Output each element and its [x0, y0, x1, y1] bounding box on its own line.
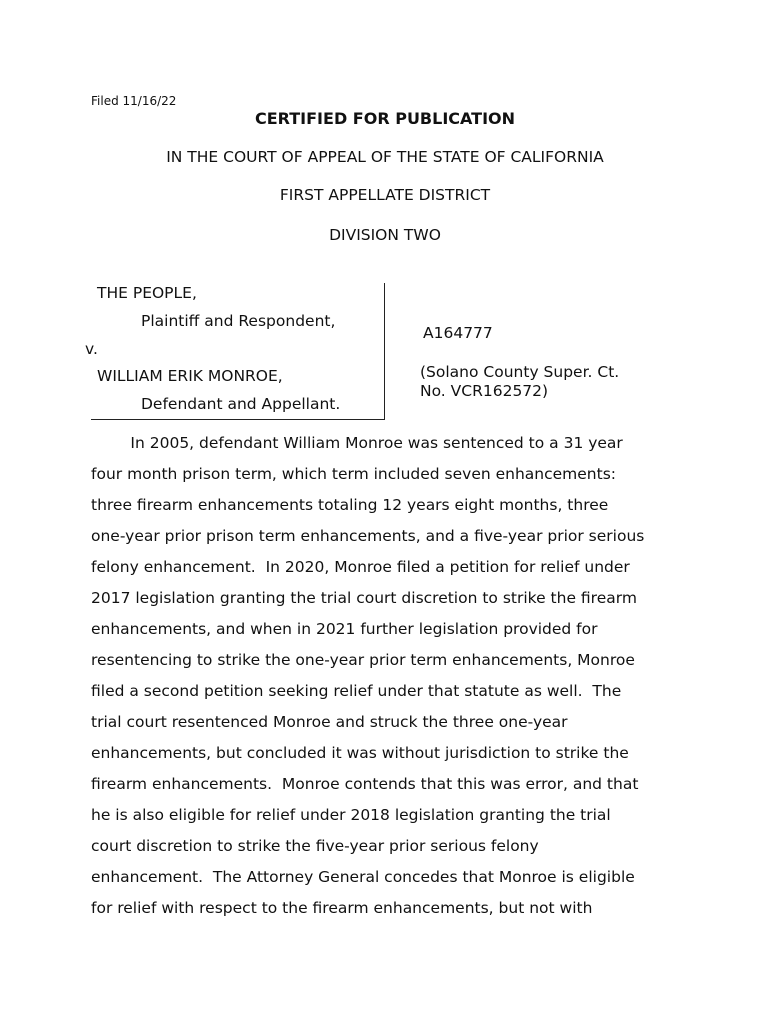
body-line: three firearm enhancements totaling 12 years eight months, three [91, 496, 609, 514]
court-heading: IN THE COURT OF APPEAL OF THE STATE OF CALIFORNIA [166, 148, 604, 166]
opinion-body [91, 428, 691, 924]
body-line: felony enhancement. In 2020, Monroe filed a petition for relief under [91, 558, 630, 576]
body-line: four month prison term, which term included seven enhancements: [91, 465, 617, 483]
body-line: he is also eligible for relief under 2018 legislation granting the trial [91, 806, 611, 824]
body-line: In 2005, defendant William Monroe was sentenced to a 31 year [91, 434, 623, 452]
body-line: filed a second petition seeking relief under that statute as well. The [91, 682, 622, 700]
body-line: enhancements, but concluded it was without jurisdiction to strike the [91, 744, 629, 762]
case-caption-parties [85, 283, 385, 420]
case-number: A164777 [423, 324, 493, 342]
body-line: firearm enhancements. Monroe contends that this was error, and that [91, 775, 639, 793]
division-heading: DIVISION TWO [329, 226, 441, 244]
versus-label: v. [85, 340, 98, 358]
certified-heading: CERTIFIED FOR PUBLICATION [254, 109, 516, 128]
body-line: 2017 legislation granting the trial court discretion to strike the firearm [91, 589, 637, 607]
defendant-name: WILLIAM ERIK MONROE, [97, 367, 283, 385]
body-line: trial court resentenced Monroe and struck the three one-year [91, 713, 568, 731]
body-line: court discretion to strike the five-year prior serious felony [91, 837, 539, 855]
county-case-number: (Solano County Super. Ct. No. VCR162572) [420, 363, 620, 400]
district-heading: FIRST APPELLATE DISTRICT [279, 186, 491, 204]
body-line: enhancements, and when in 2021 further legislation provided for [91, 620, 598, 638]
plaintiff-name: THE PEOPLE, [97, 284, 197, 302]
body-line: one-year prior prison term enhancements, and a five-year prior serious [91, 527, 645, 545]
body-line: enhancement. The Attorney General concedes that Monroe is eligible [91, 868, 635, 886]
body-line: resentencing to strike the one-year prior term enhancements, Monroe [91, 651, 635, 669]
defendant-role: Defendant and Appellant. [141, 395, 341, 413]
body-line: for relief with respect to the firearm enhancements, but not with [91, 899, 593, 917]
plaintiff-role: Plaintiff and Respondent, [141, 312, 336, 330]
filed-date: Filed 11/16/22 [91, 94, 177, 108]
